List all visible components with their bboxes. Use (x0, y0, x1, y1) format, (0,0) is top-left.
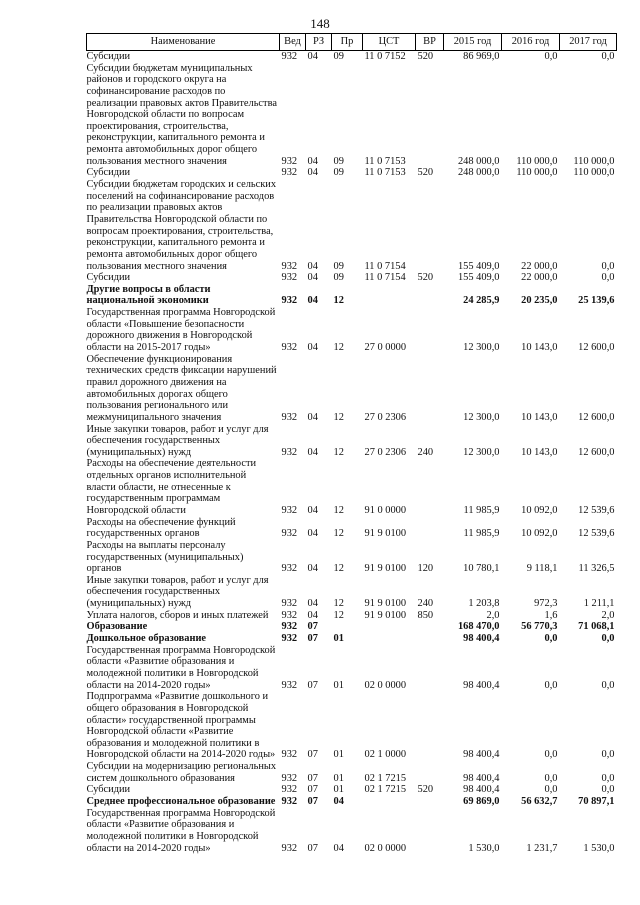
row-cst: 91 0 0000 (364, 504, 407, 516)
row-value-2016: 0,0 (544, 772, 558, 784)
row-value-2015: 12 300,0 (463, 411, 500, 423)
row-cst (363, 633, 416, 645)
table-row (87, 179, 617, 272)
table-row (87, 63, 617, 168)
row-pr: 12 (333, 598, 344, 610)
row-vr: 240 (417, 446, 434, 458)
row-vr (416, 691, 444, 761)
row-name: Иные закупки товаров, работ и услуг для обеспечения государственных (муниципальных) нужд (86, 423, 269, 458)
row-cst (363, 284, 416, 307)
row-value-2016: 0,0 (544, 679, 558, 691)
row-cst: 91 9 0100 (364, 598, 407, 610)
row-value-2017: 71 068,1 (578, 621, 615, 633)
table-row (87, 784, 617, 796)
row-pr: 09 (333, 51, 344, 62)
row-ved: 932 (281, 272, 298, 284)
row-value-2016: 110 000,0 (516, 167, 558, 179)
table-row (87, 575, 617, 610)
row-rz: 04 (307, 528, 318, 540)
row-pr: 12 (333, 609, 344, 621)
row-value-2017: 12 600,0 (578, 411, 615, 423)
row-value-2016: 56 632,7 (521, 796, 558, 807)
row-rz: 04 (307, 609, 318, 621)
row-value-2017: 0,0 (601, 784, 615, 796)
row-name: Субсидии (86, 167, 131, 179)
row-cst: 91 9 0100 (364, 609, 407, 621)
row-value-2017: 25 139,6 (578, 295, 615, 307)
row-value-2016: 0,0 (544, 633, 558, 645)
row-cst: 02 1 7215 (364, 772, 407, 784)
table-row (87, 761, 617, 784)
row-ved: 932 (281, 609, 298, 621)
row-value-2016: 0,0 (544, 784, 558, 796)
row-value-2016: 10 092,0 (521, 504, 558, 516)
row-cst: 11 0 7154 (364, 272, 406, 284)
row-value-2017: 0,0 (601, 772, 615, 784)
row-value-2015: 98 400,4 (463, 633, 500, 645)
row-value-2015: 1 203,8 (468, 598, 500, 610)
table-row (87, 272, 617, 284)
row-ved: 932 (281, 295, 298, 307)
row-vr (416, 633, 444, 645)
row-pr: 09 (333, 260, 344, 272)
row-value-2017: 1 211,1 (583, 598, 615, 610)
table-row (87, 808, 617, 855)
row-cst: 02 0 0000 (364, 679, 407, 691)
header-2015: 2015 год (444, 34, 502, 51)
table-row (87, 458, 617, 516)
row-pr: 12 (333, 446, 344, 458)
row-pr: 12 (333, 504, 344, 516)
row-vr (416, 761, 444, 784)
row-value-2015: 98 400,4 (463, 784, 500, 796)
row-value-2016: 20 235,0 (521, 295, 558, 307)
row-value-2015: 10 780,1 (463, 563, 500, 575)
row-name: Государственная программа Новгородской области «Развитие образования и молодежной политики в Новгородской области на 2014-2020 годы» (86, 807, 276, 854)
row-name: Обеспечение функционирования технических средств фиксации нарушений правил дорожного движения на автомобильных дорогах общего пользования регионального или межмуниципального значения (86, 353, 277, 423)
table-row (87, 307, 617, 354)
row-ved: 932 (281, 633, 298, 645)
budget-table (86, 33, 617, 854)
row-value-2017: 12 600,0 (578, 446, 615, 458)
row-rz: 04 (307, 446, 318, 458)
row-name: Расходы на обеспечение функций государственных органов (86, 516, 236, 540)
row-pr: 12 (333, 295, 344, 307)
row-value-2016: 10 143,0 (521, 446, 558, 458)
row-vr: 240 (417, 598, 434, 610)
header-name: Наименование (87, 34, 280, 51)
table-row (87, 645, 617, 692)
row-value-2015: 155 409,0 (457, 260, 500, 272)
row-cst: 27 0 2306 (364, 411, 407, 423)
row-value-2015: 155 409,0 (457, 272, 500, 284)
row-value-2015: 24 285,9 (463, 295, 500, 307)
row-pr: 12 (333, 342, 344, 354)
table-header-row (87, 34, 617, 51)
row-name: Уплата налогов, сборов и иных платежей (86, 609, 269, 621)
table-row (87, 621, 617, 633)
row-value-2015: 98 400,4 (463, 749, 500, 761)
row-rz: 04 (307, 342, 318, 354)
row-ved: 932 (281, 621, 298, 633)
row-value-2017: 12 539,6 (578, 504, 615, 516)
row-value-2017: 1 530,0 (583, 842, 615, 854)
row-pr: 09 (333, 167, 344, 179)
table-row (87, 540, 617, 575)
table-row (87, 691, 617, 761)
row-rz: 07 (307, 796, 318, 807)
row-cst: 27 0 0000 (364, 342, 407, 354)
row-pr: 01 (333, 772, 344, 784)
table-row (87, 167, 617, 179)
row-cst (363, 796, 416, 808)
row-vr: 120 (417, 563, 434, 575)
row-vr (416, 307, 444, 354)
row-name: Другие вопросы в области национальной экономики (86, 283, 211, 307)
row-rz: 04 (307, 155, 318, 167)
row-value-2017: 11 326,5 (578, 563, 615, 575)
row-ved: 932 (281, 563, 298, 575)
table-row (87, 354, 617, 424)
row-rz: 07 (307, 784, 318, 796)
row-cst: 91 9 0100 (364, 563, 407, 575)
row-value-2016: 10 143,0 (521, 342, 558, 354)
row-pr: 12 (333, 411, 344, 423)
row-value-2015: 12 300,0 (463, 342, 500, 354)
row-vr: 850 (417, 609, 434, 621)
row-name: Субсидии на модернизацию региональных систем дошкольного образования (86, 761, 277, 784)
row-vr: 520 (417, 784, 434, 796)
row-rz: 04 (307, 563, 318, 575)
row-ved: 932 (281, 749, 298, 761)
row-rz: 07 (307, 621, 318, 633)
row-cst: 02 1 7215 (364, 784, 407, 796)
row-cst: 11 0 7152 (364, 51, 406, 62)
row-value-2015: 248 000,0 (457, 155, 500, 167)
row-rz: 04 (307, 411, 318, 423)
row-value-2017: 0,0 (601, 260, 615, 272)
row-rz: 07 (307, 772, 318, 784)
row-ved: 932 (281, 842, 298, 854)
row-value-2016: 110 000,0 (516, 155, 558, 167)
row-value-2016: 56 770,3 (521, 621, 558, 633)
row-pr: 01 (333, 633, 344, 645)
row-vr (416, 458, 444, 516)
row-ved: 932 (281, 155, 298, 167)
row-pr: 01 (333, 784, 344, 796)
row-cst: 11 0 7153 (364, 155, 406, 167)
row-value-2015: 69 869,0 (463, 796, 500, 807)
row-name: Субсидии бюджетам муниципальных районов и городского округа на софинансирование расходов по реализации правовых актов Правительства Новгородской области по вопросам проектирования, строительства, реконструкции, капитального ремонта и ремонта автомобильных дорог общего пользования местного значения (86, 62, 277, 167)
row-ved: 932 (281, 342, 298, 354)
header-ved: Вед (280, 34, 306, 51)
row-vr (416, 796, 444, 808)
row-vr: 520 (417, 51, 434, 62)
row-value-2016: 22 000,0 (521, 272, 558, 284)
row-ved: 932 (281, 446, 298, 458)
row-name: Расходы на выплаты персоналу государственных (муниципальных) органов (86, 539, 244, 575)
row-rz: 04 (307, 51, 318, 62)
table-row (87, 51, 617, 63)
row-cst: 91 9 0100 (364, 528, 407, 540)
row-value-2017: 2,0 (601, 609, 615, 621)
row-vr (416, 63, 444, 168)
row-value-2016: 10 092,0 (521, 528, 558, 540)
table-row (87, 284, 617, 307)
row-ved: 932 (281, 51, 298, 62)
row-pr: 04 (333, 796, 344, 807)
row-value-2015: 248 000,0 (457, 167, 500, 179)
row-rz: 04 (307, 598, 318, 610)
row-vr (416, 517, 444, 540)
row-name: Субсидии (86, 51, 131, 62)
row-vr (416, 645, 444, 692)
row-name: Расходы на обеспечение деятельности отдельных органов исполнительной власти области, не отнесенные к государственным программам Новгородской области (86, 458, 257, 516)
row-ved: 932 (281, 598, 298, 610)
header-2017: 2017 год (560, 34, 617, 51)
row-pr: 04 (333, 842, 344, 854)
row-name: Среднее профессиональное образование (86, 796, 276, 807)
row-value-2017: 0,0 (601, 51, 615, 62)
row-ved: 932 (281, 167, 298, 179)
row-cst: 27 0 2306 (364, 446, 407, 458)
row-ved: 932 (281, 260, 298, 272)
row-name: Государственная программа Новгородской области «Повышение безопасности дорожного движения в Новгородской области на 2015-2017 годы» (86, 307, 276, 354)
row-name: Дошкольное образование (86, 633, 207, 645)
row-ved: 932 (281, 679, 298, 691)
row-name: Субсидии бюджетам городских и сельских поселений на софинансирование расходов по реализации правовых актов Правительства Новгородской области по вопросам проектирования, строительства, реконструкции, капитального ремонта и ремонта автомобильных дорог общего пользования местного значения (86, 179, 277, 272)
row-value-2015: 12 300,0 (463, 446, 500, 458)
row-rz: 04 (307, 260, 318, 272)
row-pr: 12 (333, 563, 344, 575)
row-name: Субсидии (86, 272, 131, 284)
row-value-2016: 1 231,7 (526, 842, 558, 854)
row-value-2017: 0,0 (601, 272, 615, 284)
header-2016: 2016 год (502, 34, 560, 51)
row-value-2015: 1 530,0 (468, 842, 500, 854)
row-ved: 932 (281, 772, 298, 784)
row-value-2017: 12 600,0 (578, 342, 615, 354)
row-vr (416, 354, 444, 424)
row-rz: 04 (307, 272, 318, 284)
row-rz: 04 (307, 295, 318, 307)
row-name: Субсидии (86, 784, 131, 796)
row-vr: 520 (417, 167, 434, 179)
row-value-2017: 70 897,1 (578, 796, 615, 807)
row-value-2017: 110 000,0 (573, 155, 615, 167)
row-rz: 07 (307, 633, 318, 645)
row-pr (332, 621, 363, 633)
row-ved: 932 (281, 796, 298, 807)
row-vr (416, 808, 444, 855)
row-rz: 07 (307, 679, 318, 691)
table-row (87, 610, 617, 622)
row-pr: 12 (333, 528, 344, 540)
row-ved: 932 (281, 784, 298, 796)
row-value-2016: 0,0 (544, 749, 558, 761)
row-value-2016: 22 000,0 (521, 260, 558, 272)
row-cst: 02 1 0000 (364, 749, 407, 761)
row-cst (363, 621, 416, 633)
row-value-2015: 86 969,0 (463, 51, 500, 62)
header-cst: ЦСТ (363, 34, 416, 51)
row-vr (416, 621, 444, 633)
table-row (87, 517, 617, 540)
row-name: Государственная программа Новгородской области «Развитие образования и молодежной политики в Новгородской области на 2014-2020 годы» (86, 644, 276, 691)
row-pr: 01 (333, 679, 344, 691)
row-value-2016: 972,3 (534, 598, 558, 610)
row-value-2015: 11 985,9 (463, 528, 500, 540)
row-rz: 07 (307, 749, 318, 761)
row-pr: 09 (333, 155, 344, 167)
row-name: Иные закупки товаров, работ и услуг для обеспечения государственных (муниципальных) нужд (86, 574, 269, 610)
page-number: 148 (310, 16, 330, 31)
row-ved: 932 (281, 528, 298, 540)
row-cst: 11 0 7153 (364, 167, 406, 179)
row-value-2017: 0,0 (601, 679, 615, 691)
row-value-2016: 1,6 (544, 609, 558, 621)
row-value-2017: 0,0 (601, 749, 615, 761)
header-vr: ВР (416, 34, 444, 51)
row-cst: 02 0 0000 (364, 842, 407, 854)
row-value-2017: 110 000,0 (573, 167, 615, 179)
header-rz: РЗ (306, 34, 332, 51)
row-rz: 07 (307, 842, 318, 854)
row-rz: 04 (307, 167, 318, 179)
row-value-2017: 0,0 (601, 633, 615, 645)
row-vr: 520 (417, 272, 434, 284)
row-name: Подпрограмма «Развитие дошкольного и общего образования в Новгородской области» государственной программы Новгородской области «Развитие образования и молодежной политики в Новгородской области на 2014-2020 годы» (86, 691, 276, 761)
row-ved: 932 (281, 411, 298, 423)
row-cst: 11 0 7154 (364, 260, 406, 272)
row-value-2015: 168 470,0 (457, 621, 500, 633)
row-value-2015: 2,0 (486, 609, 500, 621)
row-ved: 932 (281, 504, 298, 516)
row-value-2015: 98 400,4 (463, 679, 500, 691)
row-value-2015: 98 400,4 (463, 772, 500, 784)
row-name: Образование (86, 621, 148, 633)
row-pr: 01 (333, 749, 344, 761)
header-pr: Пр (332, 34, 363, 51)
row-value-2016: 9 118,1 (526, 563, 558, 575)
table-row (87, 796, 617, 808)
row-rz: 04 (307, 504, 318, 516)
row-vr (416, 284, 444, 307)
table-row (87, 424, 617, 459)
row-vr (416, 179, 444, 272)
row-value-2016: 10 143,0 (521, 411, 558, 423)
row-value-2015: 11 985,9 (463, 504, 500, 516)
row-value-2017: 12 539,6 (578, 528, 615, 540)
row-value-2016: 0,0 (544, 51, 558, 62)
row-pr: 09 (333, 272, 344, 284)
table-row (87, 633, 617, 645)
